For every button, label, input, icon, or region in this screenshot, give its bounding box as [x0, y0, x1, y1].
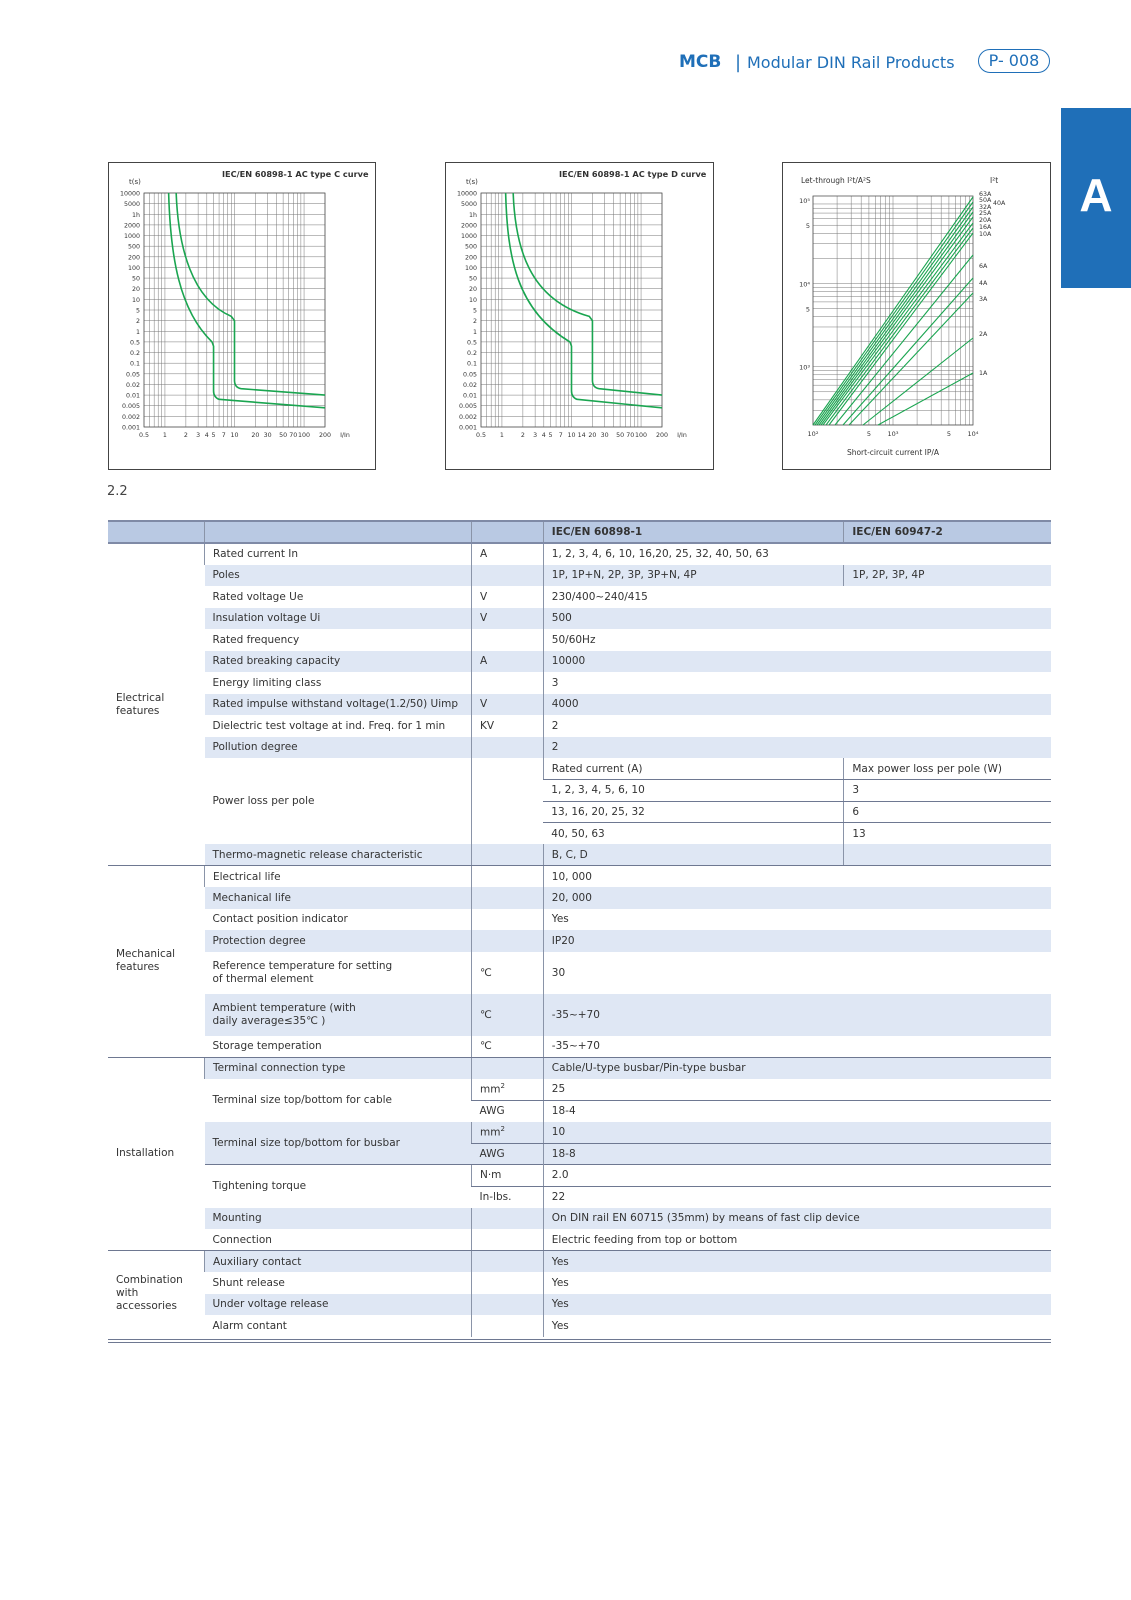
unit: [471, 930, 543, 952]
series-line: [843, 278, 973, 425]
table-row: [108, 1208, 1051, 1230]
series-line: [821, 217, 973, 425]
value: Electric feeding from top or bottom: [543, 1229, 1051, 1251]
series-line: [829, 233, 973, 425]
x-tick-label: 1: [162, 432, 167, 439]
y-tick-label: 1: [135, 328, 140, 336]
header-cell: [205, 521, 472, 543]
y-tick-label: 10: [131, 296, 140, 304]
header-standard-60898: IEC/EN 60898-1: [543, 521, 844, 543]
page-header: [0, 52, 1131, 80]
power-loss-header-current: Rated current (A): [543, 758, 844, 780]
curve-upper: [176, 193, 325, 395]
table-row: [108, 1036, 1051, 1058]
table-row: [108, 1315, 1051, 1337]
value-60947: 1P, 2P, 3P, 4P: [844, 565, 1051, 587]
x-tick-label: 5: [946, 430, 951, 438]
unit: A: [471, 651, 543, 673]
unit: [471, 1079, 543, 1101]
param: Rated breaking capacity: [205, 651, 472, 673]
y-tick-label: 10: [468, 296, 477, 304]
unit: KV: [471, 715, 543, 737]
table-row: [108, 952, 1051, 994]
value: 3: [543, 672, 1051, 694]
unit: N·m: [471, 1165, 543, 1187]
group-installation: Installation: [108, 1057, 205, 1251]
unit: V: [471, 608, 543, 630]
param-line: Reference temperature for setting: [212, 959, 393, 972]
y-tick-label: 1: [472, 328, 477, 336]
param: Connection: [205, 1229, 472, 1251]
y-tick-label: 100: [127, 264, 140, 272]
table-row: [108, 565, 1051, 587]
value: Yes: [543, 1315, 1051, 1337]
y-tick-label: 0.001: [458, 424, 477, 432]
param: Alarm contant: [212, 1319, 287, 1332]
value: 4000: [543, 694, 1051, 716]
x-tick-label: 50: [616, 432, 625, 439]
header-standard-60947: IEC/EN 60947-2: [844, 521, 1051, 543]
y-tick-label: 20: [468, 286, 477, 294]
chart-title: IEC/EN 60898-1 AC type D curve: [559, 169, 707, 179]
y-tick-label: 5: [805, 222, 810, 231]
spec-table: [108, 520, 1051, 1337]
power-loss-header-loss: Max power loss per pole (W): [844, 758, 1051, 780]
curve-lower: [506, 193, 662, 408]
y-tick-label: 2000: [123, 222, 140, 230]
x-tick-label: 100: [635, 432, 648, 439]
table-row: [108, 887, 1051, 909]
group-accessories-text: Combination with accessories: [116, 1274, 183, 1313]
unit: ℃: [471, 994, 543, 1036]
y-tick-label: 2: [135, 318, 140, 326]
chart-title: IEC/EN 60898-1 AC type C curve: [222, 169, 369, 179]
group-electrical: Electrical features: [108, 543, 205, 866]
value: Yes: [543, 1294, 1051, 1316]
y-tick-label: 2: [472, 318, 477, 326]
header-brand: MCB: [679, 52, 722, 72]
table-row: [108, 1079, 1051, 1101]
y-tick-label: 0.005: [121, 403, 140, 411]
unit: AWG: [471, 1143, 543, 1165]
y-tick-label: 0.01: [125, 392, 140, 400]
value: 1, 2, 3, 4, 6, 10, 16,20, 25, 32, 40, 50, 63: [543, 543, 1051, 565]
y-tick-label: 10⁴: [799, 280, 810, 289]
y-tick-label: 10³: [799, 363, 810, 372]
series-label: 25A: [979, 210, 992, 217]
y-tick-label: 50: [131, 275, 140, 283]
unit: [471, 629, 543, 651]
unit-superscript: 2: [500, 1082, 505, 1091]
y-tick-label: 0.2: [129, 350, 140, 358]
param: Rated current In: [205, 543, 472, 565]
param: [205, 994, 472, 1036]
x-tick-label: 2: [520, 432, 525, 439]
y-tick-label: 0.05: [125, 371, 140, 379]
param: Auxiliary contact: [205, 1251, 472, 1273]
power-loss-value: 3: [844, 780, 1051, 802]
y-tick-label: 0.05: [462, 371, 477, 379]
y-tick-label: 5000: [460, 201, 477, 209]
x-tick-label: 70: [289, 432, 298, 439]
y-tick-label: 2000: [460, 222, 477, 230]
y-tick-label: 5000: [123, 201, 140, 209]
param: Poles: [205, 565, 472, 587]
param: Under voltage release: [205, 1294, 472, 1316]
y-tick-label: 1000: [123, 233, 140, 241]
table-row: [108, 543, 1051, 565]
value: B, C, D: [543, 844, 844, 866]
table-row: [108, 1229, 1051, 1251]
x-tick-label: 10⁴: [967, 430, 979, 438]
value: IP20: [543, 930, 1051, 952]
param: Shunt release: [212, 1276, 285, 1289]
param: Tightening torque: [205, 1165, 472, 1208]
y-axis-label: t(s): [466, 178, 478, 186]
value: 18-4: [543, 1100, 1051, 1122]
unit: [471, 737, 543, 759]
table-row: [108, 737, 1051, 759]
param: Terminal connection type: [205, 1057, 472, 1079]
param: Power loss per pole: [212, 795, 315, 807]
x-tick-label: 5: [866, 430, 871, 438]
param: Dielectric test voltage at ind. Freq. for 1 min: [212, 719, 446, 732]
x-axis-label: I/In: [677, 432, 687, 439]
header-cell: [471, 521, 543, 543]
unit: [471, 1294, 543, 1316]
x-tick-label: 5: [548, 432, 553, 439]
y-tick-label: 0.001: [121, 424, 140, 432]
table-row: [108, 909, 1051, 931]
table-row: [108, 1057, 1051, 1079]
unit: [471, 1208, 543, 1230]
value: 25: [543, 1079, 1051, 1101]
x-tick-label: 0.5: [475, 432, 487, 439]
series-label: 1A: [979, 370, 988, 377]
table-row: [108, 1165, 1051, 1187]
x-tick-label: 30: [263, 432, 272, 439]
series-label: 40A: [993, 200, 1006, 207]
value: 2.0: [543, 1165, 1051, 1187]
table-row: [108, 651, 1051, 673]
x-tick-label: 10²: [807, 430, 819, 438]
value: 10000: [543, 651, 1051, 673]
header-title: Modular DIN Rail Products: [747, 53, 955, 72]
value: Cable/U-type busbar/Pin-type busbar: [543, 1057, 1051, 1079]
unit: [471, 1251, 543, 1273]
param: Storage temperation: [205, 1036, 472, 1058]
param: Rated frequency: [212, 633, 300, 646]
unit: V: [471, 586, 543, 608]
header-separator: |: [735, 52, 742, 73]
value: -35~+70: [543, 1036, 1051, 1058]
chart-c-svg: [109, 163, 377, 471]
series-line: [835, 255, 973, 425]
y-tick-label: 1h: [132, 211, 140, 219]
y-tick-label: 20: [131, 286, 140, 294]
value: 500: [543, 608, 1051, 630]
param: Rated impulse withstand voltage(1.2/50) Uimp: [205, 694, 472, 716]
x-tick-label: 0.5: [138, 432, 150, 439]
unit-superscript: 2: [500, 1125, 505, 1134]
value: 50/60Hz: [543, 629, 1051, 651]
param: Thermo-magnetic release characteristic: [205, 844, 472, 866]
x-tick-label: 4: [541, 432, 546, 439]
unit: ℃: [471, 952, 543, 994]
series-label: 50A: [979, 197, 992, 204]
value: 30: [543, 952, 1051, 994]
y-tick-label: 200: [464, 254, 477, 262]
value: 10, 000: [543, 866, 1051, 888]
x-tick-label: 10³: [887, 430, 899, 438]
header-cell: [108, 521, 205, 543]
param-line: Ambient temperature (with: [212, 1001, 356, 1014]
x-tick-label: 3: [533, 432, 538, 439]
param: Contact position indicator: [212, 913, 348, 926]
series-line: [878, 373, 973, 425]
series-label: 2A: [979, 331, 988, 338]
value: 22: [543, 1186, 1051, 1208]
table-row: [108, 672, 1051, 694]
table-row: [108, 715, 1051, 737]
series-line: [817, 207, 973, 425]
param: Energy limiting class: [212, 676, 322, 689]
unit: [471, 1229, 543, 1251]
y-tick-label: 0.1: [466, 360, 477, 368]
y-tick-label: 5: [805, 305, 810, 314]
value: Yes: [543, 1272, 1051, 1294]
series-label: 10A: [979, 231, 992, 238]
unit: [471, 672, 543, 694]
value: 2: [543, 737, 1051, 759]
y-tick-label: 0.1: [129, 360, 140, 368]
y-tick-label: 10⁵: [799, 197, 810, 206]
y-tick-label: 0.02: [462, 381, 477, 389]
y-tick-label: 0.5: [129, 339, 140, 347]
x-tick-label: 7: [558, 432, 563, 439]
unit: In-lbs.: [479, 1191, 512, 1203]
y-tick-label: 0.002: [458, 413, 477, 421]
x-tick-label: 5: [211, 432, 216, 439]
unit-text: mm: [479, 1083, 501, 1096]
param: Electrical life: [205, 866, 472, 888]
section-number: 2.2: [107, 484, 128, 499]
table-row: [108, 994, 1051, 1036]
y-tick-label: 0.5: [466, 339, 477, 347]
param: Terminal size top/bottom for cable: [212, 1094, 392, 1106]
unit: [471, 1315, 543, 1337]
x-tick-label: 70: [626, 432, 635, 439]
unit: [471, 1122, 543, 1144]
param: Mounting: [205, 1208, 472, 1230]
value: Yes: [543, 1251, 1051, 1273]
param: Protection degree: [205, 930, 472, 952]
x-tick-label: 200: [318, 432, 332, 439]
x-tick-label: 20: [251, 432, 260, 439]
chart-d-svg: [446, 163, 715, 471]
power-loss-current: 40, 50, 63: [551, 827, 605, 840]
table-header-row: [108, 521, 1051, 543]
section-tab-letter: A: [1079, 169, 1113, 221]
unit: AWG: [479, 1105, 505, 1117]
unit: V: [471, 694, 543, 716]
chart-let-through-svg: [783, 163, 1052, 471]
power-loss-value: 13: [844, 823, 1051, 845]
y-tick-label: 0.01: [462, 392, 477, 400]
table-row: [108, 1251, 1051, 1273]
value-60947: [844, 844, 1051, 866]
y-tick-label: 50: [468, 275, 477, 283]
section-tab: [1061, 108, 1131, 288]
unit-text: mm: [479, 1126, 501, 1139]
series-line: [823, 223, 973, 425]
curve-upper: [513, 193, 662, 395]
table-row: [108, 608, 1051, 630]
x-tick-label: 2: [183, 432, 188, 439]
param: [205, 952, 472, 994]
group-mechanical: Mechanical features: [108, 866, 205, 1058]
series-label: 16A: [979, 224, 992, 231]
value: Yes: [543, 909, 1051, 931]
unit: [471, 844, 543, 866]
x-tick-label: 50: [279, 432, 288, 439]
x-tick-label: 3: [196, 432, 201, 439]
param-line: daily average≤35℃ ): [212, 1014, 326, 1027]
unit: [471, 1057, 543, 1079]
x-tick-label: 4: [204, 432, 209, 439]
y-tick-label: 1000: [460, 233, 477, 241]
x-tick-label: 10: [230, 432, 239, 439]
table-row: [108, 844, 1051, 866]
param-line: of thermal element: [212, 972, 314, 985]
y-tick-label: 5: [135, 307, 140, 315]
table-row: [108, 930, 1051, 952]
chart-d-curve: [445, 162, 714, 470]
value: 1P, 1P+N, 2P, 3P, 3P+N, 4P: [543, 565, 844, 587]
table-row: [108, 866, 1051, 888]
series-label: 4A: [979, 280, 988, 287]
table-end-rule: [108, 1339, 1051, 1343]
table-row: [108, 694, 1051, 716]
y-tick-label: 0.002: [121, 413, 140, 421]
y-tick-label: 500: [127, 243, 140, 251]
unit: [471, 887, 543, 909]
value: 10: [543, 1122, 1051, 1144]
x-axis-label: Short-circuit current IP/A: [846, 448, 940, 457]
y-tick-label: 0.005: [458, 403, 477, 411]
x-tick-label: 14: [577, 432, 586, 439]
y-tick-label: 10000: [456, 190, 477, 198]
y-tick-label: 200: [127, 254, 140, 262]
table-row: [108, 586, 1051, 608]
y-tick-label: 0.02: [125, 381, 140, 389]
value: 20, 000: [543, 887, 1051, 909]
unit: [471, 866, 543, 888]
table-row: [108, 1122, 1051, 1144]
series-label: 6A: [979, 263, 988, 270]
x-axis-label: I/In: [340, 432, 350, 439]
chart-let-through: [782, 162, 1051, 470]
param: Terminal size top/bottom for busbar: [205, 1122, 472, 1165]
value: 2: [543, 715, 1051, 737]
y-tick-label: 0.2: [466, 350, 477, 358]
series-label: 20A: [979, 217, 992, 224]
value: 18-8: [543, 1143, 1051, 1165]
param: Mechanical life: [205, 887, 472, 909]
chart-title: Let-through I²t/A²S: [801, 176, 871, 185]
power-loss-current: 1, 2, 3, 4, 5, 6, 10: [543, 780, 844, 802]
table-row: [108, 1272, 1051, 1294]
group-accessories: [108, 1251, 205, 1337]
param: Insulation voltage Ui: [205, 608, 472, 630]
x-tick-label: 200: [655, 432, 669, 439]
param: Pollution degree: [205, 737, 472, 759]
unit: A: [471, 543, 543, 565]
y-tick-label: 1h: [469, 211, 477, 219]
table-row: [108, 1294, 1051, 1316]
value: On DIN rail EN 60715 (35mm) by means of fast clip device: [543, 1208, 1051, 1230]
page-number-badge: P- 008: [978, 49, 1050, 73]
y-axis-label: t(s): [129, 178, 141, 186]
y-tick-label: 10000: [119, 190, 140, 198]
unit: [471, 758, 543, 844]
unit: [471, 565, 543, 587]
unit: ℃: [471, 1036, 543, 1058]
y-axis-label: I²t: [990, 176, 999, 185]
curve-lower: [169, 193, 325, 408]
unit: [471, 909, 543, 931]
power-loss-current: 13, 16, 20, 25, 32: [543, 801, 844, 823]
x-tick-label: 30: [600, 432, 609, 439]
x-tick-label: 7: [221, 432, 226, 439]
value: 230/400~240/415: [543, 586, 1051, 608]
series-label: 3A: [979, 296, 988, 303]
value: -35~+70: [543, 994, 1051, 1036]
unit: [471, 1272, 543, 1294]
y-tick-label: 500: [464, 243, 477, 251]
x-tick-label: 100: [298, 432, 311, 439]
x-tick-label: 10: [567, 432, 576, 439]
y-tick-label: 100: [464, 264, 477, 272]
table-row: [108, 758, 1051, 780]
table-row: [108, 629, 1051, 651]
y-tick-label: 5: [472, 307, 477, 315]
x-tick-label: 1: [499, 432, 504, 439]
series-label: 32A: [979, 204, 992, 211]
series-label: 63A: [979, 191, 992, 198]
chart-c-curve: [108, 162, 376, 470]
series-line: [849, 293, 973, 425]
power-loss-value: 6: [844, 801, 1051, 823]
param: Rated voltage Ue: [212, 590, 304, 603]
x-tick-label: 20: [588, 432, 597, 439]
